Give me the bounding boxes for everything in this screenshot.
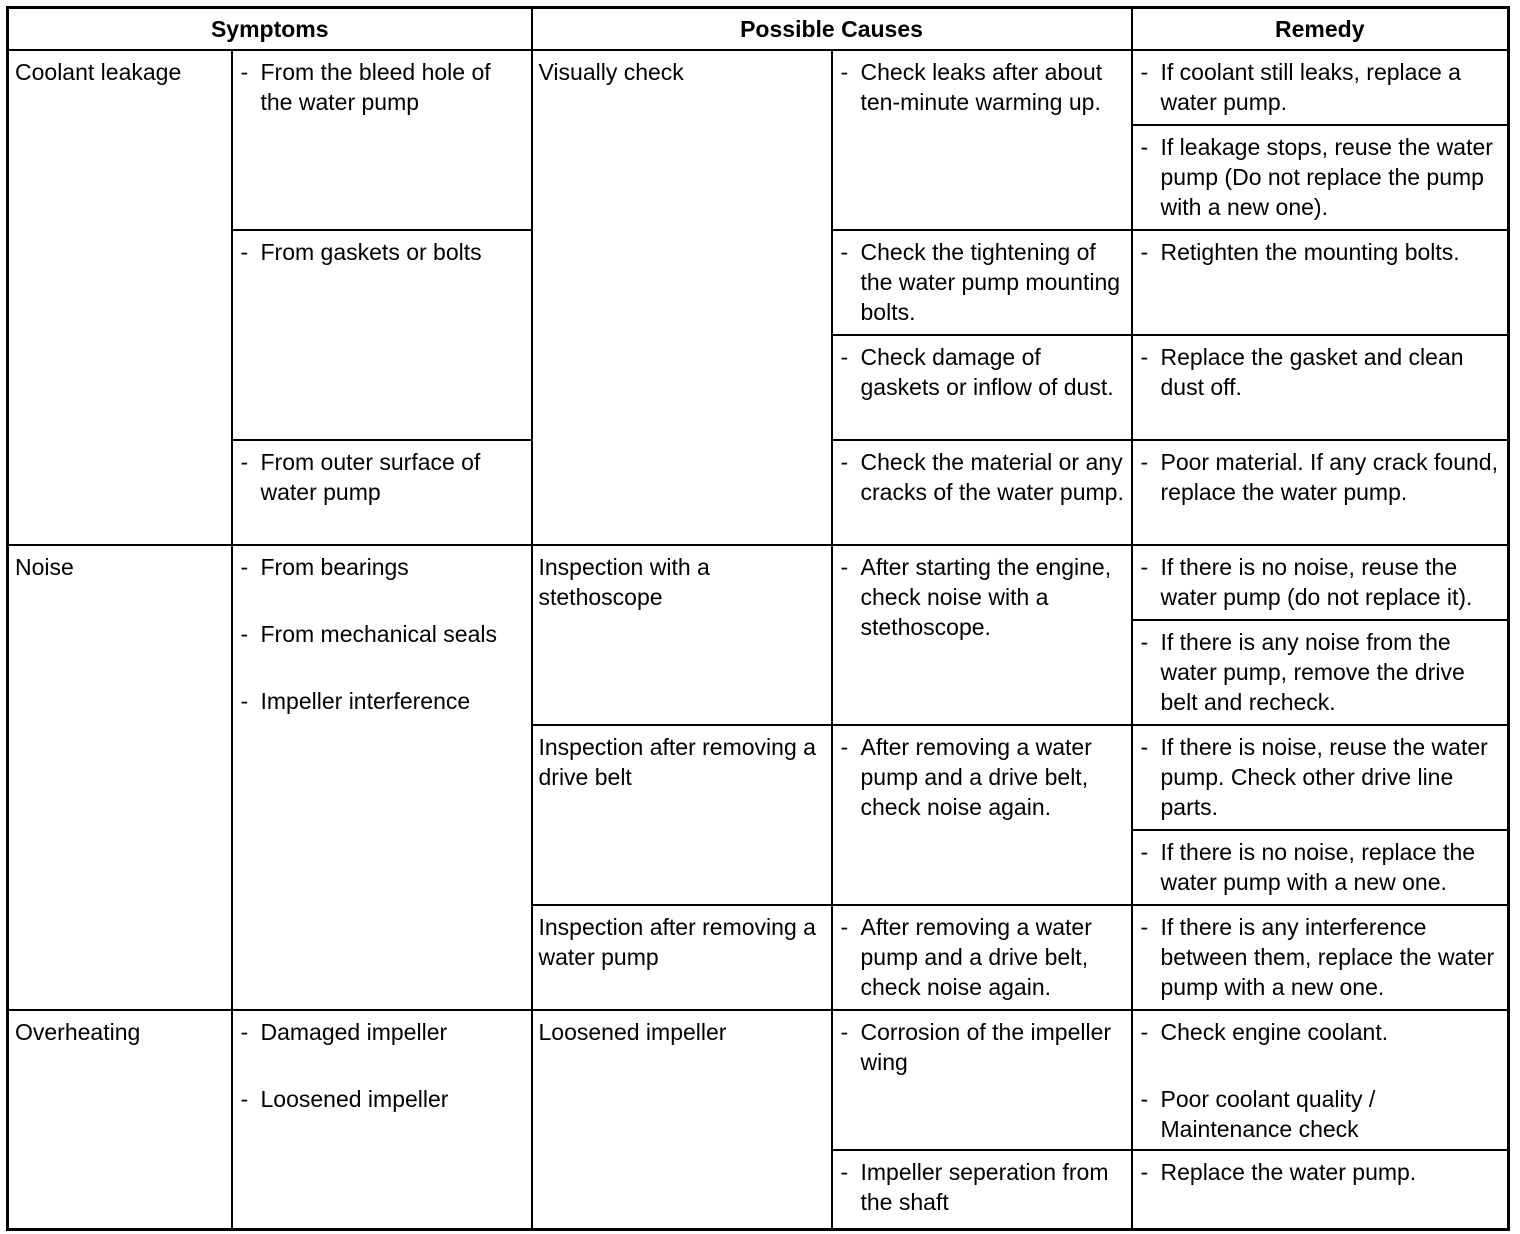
symptom-cell: Overheating [8,1010,232,1230]
bullet-item: - If there is any interference between them, replace the water pump with a new one. [1140,913,1495,1000]
bullet-item: - Check the tightening of the water pump mounting bolts. [840,238,1121,325]
header-possible-causes: Possible Causes [532,8,1132,50]
bullet-item: - Poor coolant quality / Maintenance check [1140,1085,1376,1142]
bullet-item: - If there is no noise, reuse the water pump (do not replace it). [1140,553,1473,610]
bullet-item: - If there is noise, reuse the water pump. Check other drive line parts. [1140,733,1488,820]
bullet-item: - Corrosion of the impeller wing [840,1018,1112,1075]
bullet-item: - If there is no noise, replace the water pump with a new one. [1140,838,1476,895]
bullet-item: - From the bleed hole of the water pump [240,58,491,115]
bullet-item: - Replace the water pump. [1140,1158,1417,1185]
bullet-item: - Impeller seperation from the shaft [840,1158,1109,1215]
bullet-item: - From bearings [240,553,409,580]
table-row [8,50,1509,125]
remedy-cell [1132,545,1509,620]
bullet-item: - If there is any noise from the water pump, remove the drive belt and recheck. [1140,628,1465,715]
bullet-item: - Poor material. If any crack found, replace the water pump. [1140,448,1498,505]
bullet-item: - Retighten the mounting bolts. [1140,238,1460,265]
source-cell [232,1010,532,1230]
source-cell [232,440,532,545]
bullet-item: - If leakage stops, reuse the water pump (Do not replace the pump with a new one). [1140,133,1493,220]
table-row [8,545,1509,620]
remedy-cell [1132,335,1509,440]
bullet-item: - Impeller interference [240,687,471,714]
table-row [8,1010,1509,1150]
check-cell [832,335,1132,440]
remedy-cell [1132,230,1509,335]
remedy-cell [1132,905,1509,1010]
bullet-item: - From gaskets or bolts [240,238,482,265]
bullet-item: - Check leaks after about ten-minute warming up. [840,58,1103,115]
remedy-cell [1132,1150,1509,1230]
header-remedy: Remedy [1132,8,1509,50]
method-cell: Visually check [532,50,832,545]
check-cell [832,905,1132,1010]
bullet-item: - Check engine coolant. [1140,1018,1389,1045]
method-cell: Inspection after removing a drive belt [532,725,832,905]
remedy-cell [1132,50,1509,125]
header-row [8,8,1509,50]
remedy-cell [1132,620,1509,725]
bullet-item: - After removing a water pump and a drive belt, check noise again. [840,733,1092,820]
remedy-cell [1132,440,1509,545]
bullet-item: - Check the material or any cracks of the water pump. [840,448,1124,505]
method-cell: Inspection after removing a water pump [532,905,832,1010]
remedy-cell [1132,125,1509,230]
symptom-cell: Coolant leakage [8,50,232,545]
source-cell [232,50,532,230]
symptom-cell: Noise [8,545,232,1010]
bullet-item: - Check damage of gaskets or inflow of dust. [840,343,1114,400]
bullet-item: - From mechanical seals [240,620,497,647]
remedy-cell [1132,725,1509,830]
troubleshooting-table [6,6,1510,1231]
header-symptoms: Symptoms [8,8,532,50]
method-cell: Loosened impeller [532,1010,832,1230]
check-cell [832,1150,1132,1230]
method-cell: Inspection with a stethoscope [532,545,832,725]
bullet-item: - Damaged impeller [240,1018,448,1045]
check-cell [832,440,1132,545]
check-cell [832,50,1132,230]
bullet-item: - From outer surface of water pump [240,448,481,505]
remedy-cell [1132,830,1509,905]
check-cell [832,1010,1132,1150]
check-cell [832,545,1132,725]
bullet-item: - After starting the engine, check noise with a stethoscope. [840,553,1112,640]
check-cell [832,230,1132,335]
source-cell [232,545,532,1010]
check-cell [832,725,1132,905]
bullet-item: - Loosened impeller [240,1085,449,1112]
bullet-item: - Replace the gasket and clean dust off. [1140,343,1464,400]
bullet-item: - After removing a water pump and a drive belt, check noise again. [840,913,1092,1000]
source-cell [232,230,532,440]
remedy-cell [1132,1010,1509,1150]
bullet-item: - If coolant still leaks, replace a water pump. [1140,58,1461,115]
